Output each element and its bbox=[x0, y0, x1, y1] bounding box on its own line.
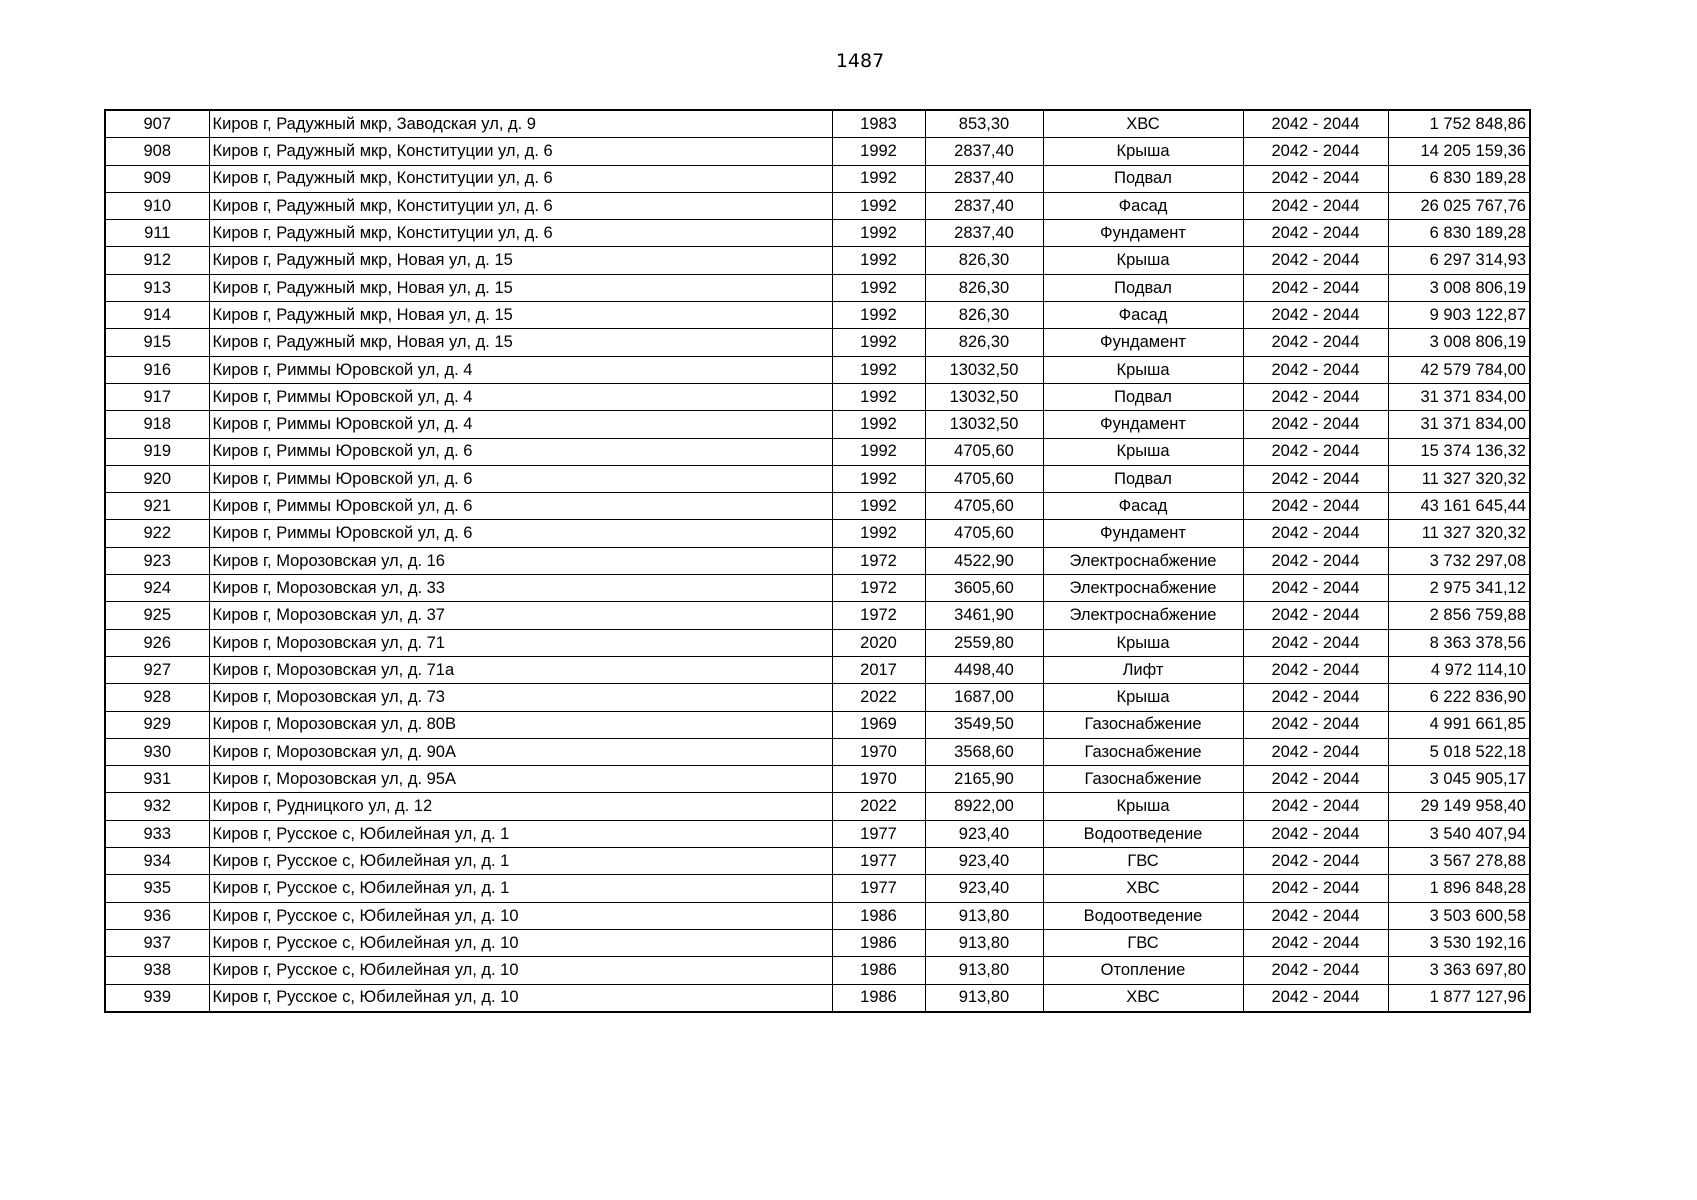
row-number-cell: 938 bbox=[105, 957, 209, 984]
area-cell: 13032,50 bbox=[925, 356, 1043, 383]
area-cell: 4705,60 bbox=[925, 493, 1043, 520]
address-cell: Киров г, Риммы Юровской ул, д. 6 bbox=[209, 465, 832, 492]
period-cell: 2042 - 2044 bbox=[1243, 766, 1388, 793]
table-row bbox=[105, 848, 1530, 875]
cost-cell: 6 830 189,28 bbox=[1388, 220, 1530, 247]
row-number-cell: 930 bbox=[105, 738, 209, 765]
area-cell: 826,30 bbox=[925, 274, 1043, 301]
area-cell: 3605,60 bbox=[925, 575, 1043, 602]
build-year-cell: 1992 bbox=[832, 520, 925, 547]
build-year-cell: 1983 bbox=[832, 110, 925, 138]
area-cell: 3461,90 bbox=[925, 602, 1043, 629]
cost-cell: 42 579 784,00 bbox=[1388, 356, 1530, 383]
area-cell: 4705,60 bbox=[925, 438, 1043, 465]
work-type-cell: Электроснабжение bbox=[1043, 547, 1243, 574]
area-cell: 2837,40 bbox=[925, 192, 1043, 219]
table-row bbox=[105, 738, 1530, 765]
build-year-cell: 1972 bbox=[832, 575, 925, 602]
area-cell: 13032,50 bbox=[925, 411, 1043, 438]
build-year-cell: 2022 bbox=[832, 684, 925, 711]
address-cell: Киров г, Риммы Юровской ул, д. 6 bbox=[209, 438, 832, 465]
period-cell: 2042 - 2044 bbox=[1243, 902, 1388, 929]
table-row bbox=[105, 520, 1530, 547]
area-cell: 2837,40 bbox=[925, 165, 1043, 192]
table-row bbox=[105, 575, 1530, 602]
period-cell: 2042 - 2044 bbox=[1243, 356, 1388, 383]
period-cell: 2042 - 2044 bbox=[1243, 547, 1388, 574]
table-row bbox=[105, 247, 1530, 274]
cost-cell: 3 567 278,88 bbox=[1388, 848, 1530, 875]
cost-cell: 31 371 834,00 bbox=[1388, 383, 1530, 410]
table-row bbox=[105, 220, 1530, 247]
area-cell: 913,80 bbox=[925, 957, 1043, 984]
work-type-cell: Электроснабжение bbox=[1043, 575, 1243, 602]
work-type-cell: Подвал bbox=[1043, 274, 1243, 301]
table-row bbox=[105, 957, 1530, 984]
cost-cell: 6 222 836,90 bbox=[1388, 684, 1530, 711]
cost-cell: 26 025 767,76 bbox=[1388, 192, 1530, 219]
address-cell: Киров г, Радужный мкр, Новая ул, д. 15 bbox=[209, 247, 832, 274]
cost-cell: 3 530 192,16 bbox=[1388, 929, 1530, 956]
row-number-cell: 911 bbox=[105, 220, 209, 247]
build-year-cell: 1992 bbox=[832, 329, 925, 356]
table-row bbox=[105, 766, 1530, 793]
address-cell: Киров г, Радужный мкр, Новая ул, д. 15 bbox=[209, 274, 832, 301]
period-cell: 2042 - 2044 bbox=[1243, 984, 1388, 1012]
table-row bbox=[105, 984, 1530, 1012]
work-type-cell: Крыша bbox=[1043, 684, 1243, 711]
row-number-cell: 939 bbox=[105, 984, 209, 1012]
address-cell: Киров г, Риммы Юровской ул, д. 4 bbox=[209, 356, 832, 383]
table-row bbox=[105, 656, 1530, 683]
period-cell: 2042 - 2044 bbox=[1243, 629, 1388, 656]
address-cell: Киров г, Риммы Юровской ул, д. 4 bbox=[209, 411, 832, 438]
area-cell: 4522,90 bbox=[925, 547, 1043, 574]
cost-cell: 3 045 905,17 bbox=[1388, 766, 1530, 793]
table-row bbox=[105, 547, 1530, 574]
row-number-cell: 907 bbox=[105, 110, 209, 138]
period-cell: 2042 - 2044 bbox=[1243, 875, 1388, 902]
area-cell: 2837,40 bbox=[925, 220, 1043, 247]
area-cell: 4705,60 bbox=[925, 465, 1043, 492]
build-year-cell: 1992 bbox=[832, 220, 925, 247]
period-cell: 2042 - 2044 bbox=[1243, 192, 1388, 219]
area-cell: 923,40 bbox=[925, 820, 1043, 847]
period-cell: 2042 - 2044 bbox=[1243, 110, 1388, 138]
address-cell: Киров г, Рудницкого ул, д. 12 bbox=[209, 793, 832, 820]
table-row bbox=[105, 302, 1530, 329]
cost-cell: 43 161 645,44 bbox=[1388, 493, 1530, 520]
area-cell: 3568,60 bbox=[925, 738, 1043, 765]
build-year-cell: 1992 bbox=[832, 192, 925, 219]
cost-cell: 11 327 320,32 bbox=[1388, 520, 1530, 547]
row-number-cell: 929 bbox=[105, 711, 209, 738]
row-number-cell: 917 bbox=[105, 383, 209, 410]
work-type-cell: Водоотведение bbox=[1043, 902, 1243, 929]
area-cell: 853,30 bbox=[925, 110, 1043, 138]
cost-cell: 4 991 661,85 bbox=[1388, 711, 1530, 738]
address-cell: Киров г, Риммы Юровской ул, д. 6 bbox=[209, 493, 832, 520]
address-cell: Киров г, Риммы Юровской ул, д. 6 bbox=[209, 520, 832, 547]
work-type-cell: Лифт bbox=[1043, 656, 1243, 683]
row-number-cell: 919 bbox=[105, 438, 209, 465]
work-type-cell: Фундамент bbox=[1043, 520, 1243, 547]
cost-cell: 2 975 341,12 bbox=[1388, 575, 1530, 602]
address-cell: Киров г, Морозовская ул, д. 95А bbox=[209, 766, 832, 793]
period-cell: 2042 - 2044 bbox=[1243, 711, 1388, 738]
address-cell: Киров г, Радужный мкр, Заводская ул, д. 9 bbox=[209, 110, 832, 138]
area-cell: 4705,60 bbox=[925, 520, 1043, 547]
period-cell: 2042 - 2044 bbox=[1243, 738, 1388, 765]
address-cell: Киров г, Русское с, Юбилейная ул, д. 10 bbox=[209, 957, 832, 984]
row-number-cell: 928 bbox=[105, 684, 209, 711]
page-number: 1487 bbox=[835, 50, 885, 72]
row-number-cell: 915 bbox=[105, 329, 209, 356]
table-row bbox=[105, 820, 1530, 847]
cost-cell: 1 752 848,86 bbox=[1388, 110, 1530, 138]
build-year-cell: 1986 bbox=[832, 929, 925, 956]
period-cell: 2042 - 2044 bbox=[1243, 165, 1388, 192]
build-year-cell: 1992 bbox=[832, 165, 925, 192]
build-year-cell: 1977 bbox=[832, 848, 925, 875]
area-cell: 4498,40 bbox=[925, 656, 1043, 683]
area-cell: 826,30 bbox=[925, 247, 1043, 274]
build-year-cell: 1992 bbox=[832, 493, 925, 520]
period-cell: 2042 - 2044 bbox=[1243, 520, 1388, 547]
row-number-cell: 931 bbox=[105, 766, 209, 793]
build-year-cell: 1986 bbox=[832, 984, 925, 1012]
table-row bbox=[105, 875, 1530, 902]
cost-cell: 15 374 136,32 bbox=[1388, 438, 1530, 465]
period-cell: 2042 - 2044 bbox=[1243, 411, 1388, 438]
address-cell: Киров г, Риммы Юровской ул, д. 4 bbox=[209, 383, 832, 410]
work-type-cell: Подвал bbox=[1043, 165, 1243, 192]
table-row bbox=[105, 356, 1530, 383]
cost-cell: 4 972 114,10 bbox=[1388, 656, 1530, 683]
build-year-cell: 1992 bbox=[832, 465, 925, 492]
work-type-cell: Фасад bbox=[1043, 192, 1243, 219]
period-cell: 2042 - 2044 bbox=[1243, 274, 1388, 301]
period-cell: 2042 - 2044 bbox=[1243, 684, 1388, 711]
work-type-cell: Газоснабжение bbox=[1043, 766, 1243, 793]
period-cell: 2042 - 2044 bbox=[1243, 138, 1388, 165]
work-type-cell: Фасад bbox=[1043, 302, 1243, 329]
work-type-cell: Подвал bbox=[1043, 383, 1243, 410]
cost-cell: 3 363 697,80 bbox=[1388, 957, 1530, 984]
table-row bbox=[105, 711, 1530, 738]
table-row bbox=[105, 165, 1530, 192]
period-cell: 2042 - 2044 bbox=[1243, 465, 1388, 492]
row-number-cell: 922 bbox=[105, 520, 209, 547]
row-number-cell: 923 bbox=[105, 547, 209, 574]
build-year-cell: 1992 bbox=[832, 138, 925, 165]
row-number-cell: 932 bbox=[105, 793, 209, 820]
table-row bbox=[105, 411, 1530, 438]
cost-cell: 2 856 759,88 bbox=[1388, 602, 1530, 629]
address-cell: Киров г, Русское с, Юбилейная ул, д. 1 bbox=[209, 848, 832, 875]
table-row bbox=[105, 465, 1530, 492]
work-type-cell: Фундамент bbox=[1043, 220, 1243, 247]
work-type-cell: Газоснабжение bbox=[1043, 711, 1243, 738]
table-row bbox=[105, 629, 1530, 656]
cost-cell: 6 297 314,93 bbox=[1388, 247, 1530, 274]
address-cell: Киров г, Радужный мкр, Конституции ул, д. 6 bbox=[209, 192, 832, 219]
period-cell: 2042 - 2044 bbox=[1243, 220, 1388, 247]
build-year-cell: 1986 bbox=[832, 957, 925, 984]
period-cell: 2042 - 2044 bbox=[1243, 602, 1388, 629]
address-cell: Киров г, Радужный мкр, Конституции ул, д. 6 bbox=[209, 138, 832, 165]
area-cell: 913,80 bbox=[925, 902, 1043, 929]
table-row bbox=[105, 684, 1530, 711]
row-number-cell: 936 bbox=[105, 902, 209, 929]
build-year-cell: 1977 bbox=[832, 820, 925, 847]
build-year-cell: 2020 bbox=[832, 629, 925, 656]
cost-cell: 3 503 600,58 bbox=[1388, 902, 1530, 929]
row-number-cell: 909 bbox=[105, 165, 209, 192]
table-row bbox=[105, 110, 1530, 138]
cost-cell: 1 896 848,28 bbox=[1388, 875, 1530, 902]
area-cell: 913,80 bbox=[925, 929, 1043, 956]
work-type-cell: ГВС bbox=[1043, 929, 1243, 956]
table-row bbox=[105, 274, 1530, 301]
work-type-cell: Крыша bbox=[1043, 438, 1243, 465]
row-number-cell: 910 bbox=[105, 192, 209, 219]
period-cell: 2042 - 2044 bbox=[1243, 575, 1388, 602]
period-cell: 2042 - 2044 bbox=[1243, 848, 1388, 875]
area-cell: 8922,00 bbox=[925, 793, 1043, 820]
cost-cell: 11 327 320,32 bbox=[1388, 465, 1530, 492]
area-cell: 13032,50 bbox=[925, 383, 1043, 410]
build-year-cell: 2017 bbox=[832, 656, 925, 683]
row-number-cell: 924 bbox=[105, 575, 209, 602]
address-cell: Киров г, Русское с, Юбилейная ул, д. 10 bbox=[209, 984, 832, 1012]
table-row bbox=[105, 438, 1530, 465]
row-number-cell: 918 bbox=[105, 411, 209, 438]
work-type-cell: Фундамент bbox=[1043, 329, 1243, 356]
cost-cell: 3 008 806,19 bbox=[1388, 329, 1530, 356]
period-cell: 2042 - 2044 bbox=[1243, 493, 1388, 520]
period-cell: 2042 - 2044 bbox=[1243, 793, 1388, 820]
address-cell: Киров г, Русское с, Юбилейная ул, д. 1 bbox=[209, 820, 832, 847]
work-type-cell: ХВС bbox=[1043, 984, 1243, 1012]
address-cell: Киров г, Морозовская ул, д. 73 bbox=[209, 684, 832, 711]
build-year-cell: 1992 bbox=[832, 274, 925, 301]
work-type-cell: Крыша bbox=[1043, 356, 1243, 383]
table-row bbox=[105, 929, 1530, 956]
address-cell: Киров г, Радужный мкр, Конституции ул, д. 6 bbox=[209, 220, 832, 247]
address-cell: Киров г, Русское с, Юбилейная ул, д. 10 bbox=[209, 902, 832, 929]
work-type-cell: Фундамент bbox=[1043, 411, 1243, 438]
table-row bbox=[105, 138, 1530, 165]
address-cell: Киров г, Русское с, Юбилейная ул, д. 1 bbox=[209, 875, 832, 902]
build-year-cell: 1992 bbox=[832, 247, 925, 274]
build-year-cell: 1977 bbox=[832, 875, 925, 902]
table-body bbox=[105, 110, 1530, 1012]
work-type-cell: ГВС bbox=[1043, 848, 1243, 875]
table-row bbox=[105, 329, 1530, 356]
work-type-cell: Крыша bbox=[1043, 247, 1243, 274]
build-year-cell: 1970 bbox=[832, 738, 925, 765]
build-year-cell: 1972 bbox=[832, 547, 925, 574]
build-year-cell: 1972 bbox=[832, 602, 925, 629]
table-row bbox=[105, 493, 1530, 520]
period-cell: 2042 - 2044 bbox=[1243, 383, 1388, 410]
address-cell: Киров г, Морозовская ул, д. 16 bbox=[209, 547, 832, 574]
work-type-cell: Электроснабжение bbox=[1043, 602, 1243, 629]
cost-cell: 31 371 834,00 bbox=[1388, 411, 1530, 438]
row-number-cell: 914 bbox=[105, 302, 209, 329]
cost-cell: 3 732 297,08 bbox=[1388, 547, 1530, 574]
work-type-cell: Газоснабжение bbox=[1043, 738, 1243, 765]
build-year-cell: 1986 bbox=[832, 902, 925, 929]
area-cell: 2837,40 bbox=[925, 138, 1043, 165]
table-row bbox=[105, 793, 1530, 820]
period-cell: 2042 - 2044 bbox=[1243, 329, 1388, 356]
area-cell: 1687,00 bbox=[925, 684, 1043, 711]
cost-cell: 1 877 127,96 bbox=[1388, 984, 1530, 1012]
build-year-cell: 2022 bbox=[832, 793, 925, 820]
table-row bbox=[105, 902, 1530, 929]
table-row bbox=[105, 192, 1530, 219]
address-cell: Киров г, Радужный мкр, Новая ул, д. 15 bbox=[209, 302, 832, 329]
row-number-cell: 908 bbox=[105, 138, 209, 165]
period-cell: 2042 - 2044 bbox=[1243, 957, 1388, 984]
build-year-cell: 1970 bbox=[832, 766, 925, 793]
cost-cell: 29 149 958,40 bbox=[1388, 793, 1530, 820]
cost-cell: 14 205 159,36 bbox=[1388, 138, 1530, 165]
cost-cell: 3 008 806,19 bbox=[1388, 274, 1530, 301]
address-cell: Киров г, Морозовская ул, д. 71а bbox=[209, 656, 832, 683]
build-year-cell: 1992 bbox=[832, 302, 925, 329]
address-cell: Киров г, Радужный мкр, Конституции ул, д. 6 bbox=[209, 165, 832, 192]
area-cell: 923,40 bbox=[925, 848, 1043, 875]
address-cell: Киров г, Морозовская ул, д. 71 bbox=[209, 629, 832, 656]
row-number-cell: 913 bbox=[105, 274, 209, 301]
address-cell: Киров г, Русское с, Юбилейная ул, д. 10 bbox=[209, 929, 832, 956]
work-type-cell: ХВС bbox=[1043, 875, 1243, 902]
row-number-cell: 916 bbox=[105, 356, 209, 383]
address-cell: Киров г, Морозовская ул, д. 33 bbox=[209, 575, 832, 602]
row-number-cell: 934 bbox=[105, 848, 209, 875]
area-cell: 2165,90 bbox=[925, 766, 1043, 793]
cost-cell: 9 903 122,87 bbox=[1388, 302, 1530, 329]
row-number-cell: 937 bbox=[105, 929, 209, 956]
address-cell: Киров г, Радужный мкр, Новая ул, д. 15 bbox=[209, 329, 832, 356]
address-cell: Киров г, Морозовская ул, д. 90А bbox=[209, 738, 832, 765]
work-type-cell: Водоотведение bbox=[1043, 820, 1243, 847]
table-row bbox=[105, 383, 1530, 410]
area-cell: 913,80 bbox=[925, 984, 1043, 1012]
period-cell: 2042 - 2044 bbox=[1243, 656, 1388, 683]
build-year-cell: 1992 bbox=[832, 411, 925, 438]
work-type-cell: Крыша bbox=[1043, 793, 1243, 820]
period-cell: 2042 - 2044 bbox=[1243, 929, 1388, 956]
period-cell: 2042 - 2044 bbox=[1243, 247, 1388, 274]
row-number-cell: 935 bbox=[105, 875, 209, 902]
row-number-cell: 926 bbox=[105, 629, 209, 656]
period-cell: 2042 - 2044 bbox=[1243, 302, 1388, 329]
area-cell: 2559,80 bbox=[925, 629, 1043, 656]
work-type-cell: Крыша bbox=[1043, 629, 1243, 656]
cost-cell: 8 363 378,56 bbox=[1388, 629, 1530, 656]
row-number-cell: 912 bbox=[105, 247, 209, 274]
row-number-cell: 925 bbox=[105, 602, 209, 629]
table-row bbox=[105, 602, 1530, 629]
work-type-cell: Отопление bbox=[1043, 957, 1243, 984]
period-cell: 2042 - 2044 bbox=[1243, 438, 1388, 465]
build-year-cell: 1969 bbox=[832, 711, 925, 738]
area-cell: 826,30 bbox=[925, 329, 1043, 356]
row-number-cell: 920 bbox=[105, 465, 209, 492]
address-cell: Киров г, Морозовская ул, д. 80В bbox=[209, 711, 832, 738]
row-number-cell: 921 bbox=[105, 493, 209, 520]
cost-cell: 6 830 189,28 bbox=[1388, 165, 1530, 192]
work-type-cell: Подвал bbox=[1043, 465, 1243, 492]
work-type-cell: Фасад bbox=[1043, 493, 1243, 520]
row-number-cell: 927 bbox=[105, 656, 209, 683]
repair-schedule-table bbox=[104, 109, 1531, 1013]
area-cell: 3549,50 bbox=[925, 711, 1043, 738]
build-year-cell: 1992 bbox=[832, 383, 925, 410]
cost-cell: 5 018 522,18 bbox=[1388, 738, 1530, 765]
address-cell: Киров г, Морозовская ул, д. 37 bbox=[209, 602, 832, 629]
build-year-cell: 1992 bbox=[832, 438, 925, 465]
build-year-cell: 1992 bbox=[832, 356, 925, 383]
period-cell: 2042 - 2044 bbox=[1243, 820, 1388, 847]
row-number-cell: 933 bbox=[105, 820, 209, 847]
area-cell: 923,40 bbox=[925, 875, 1043, 902]
area-cell: 826,30 bbox=[925, 302, 1043, 329]
work-type-cell: ХВС bbox=[1043, 110, 1243, 138]
work-type-cell: Крыша bbox=[1043, 138, 1243, 165]
cost-cell: 3 540 407,94 bbox=[1388, 820, 1530, 847]
